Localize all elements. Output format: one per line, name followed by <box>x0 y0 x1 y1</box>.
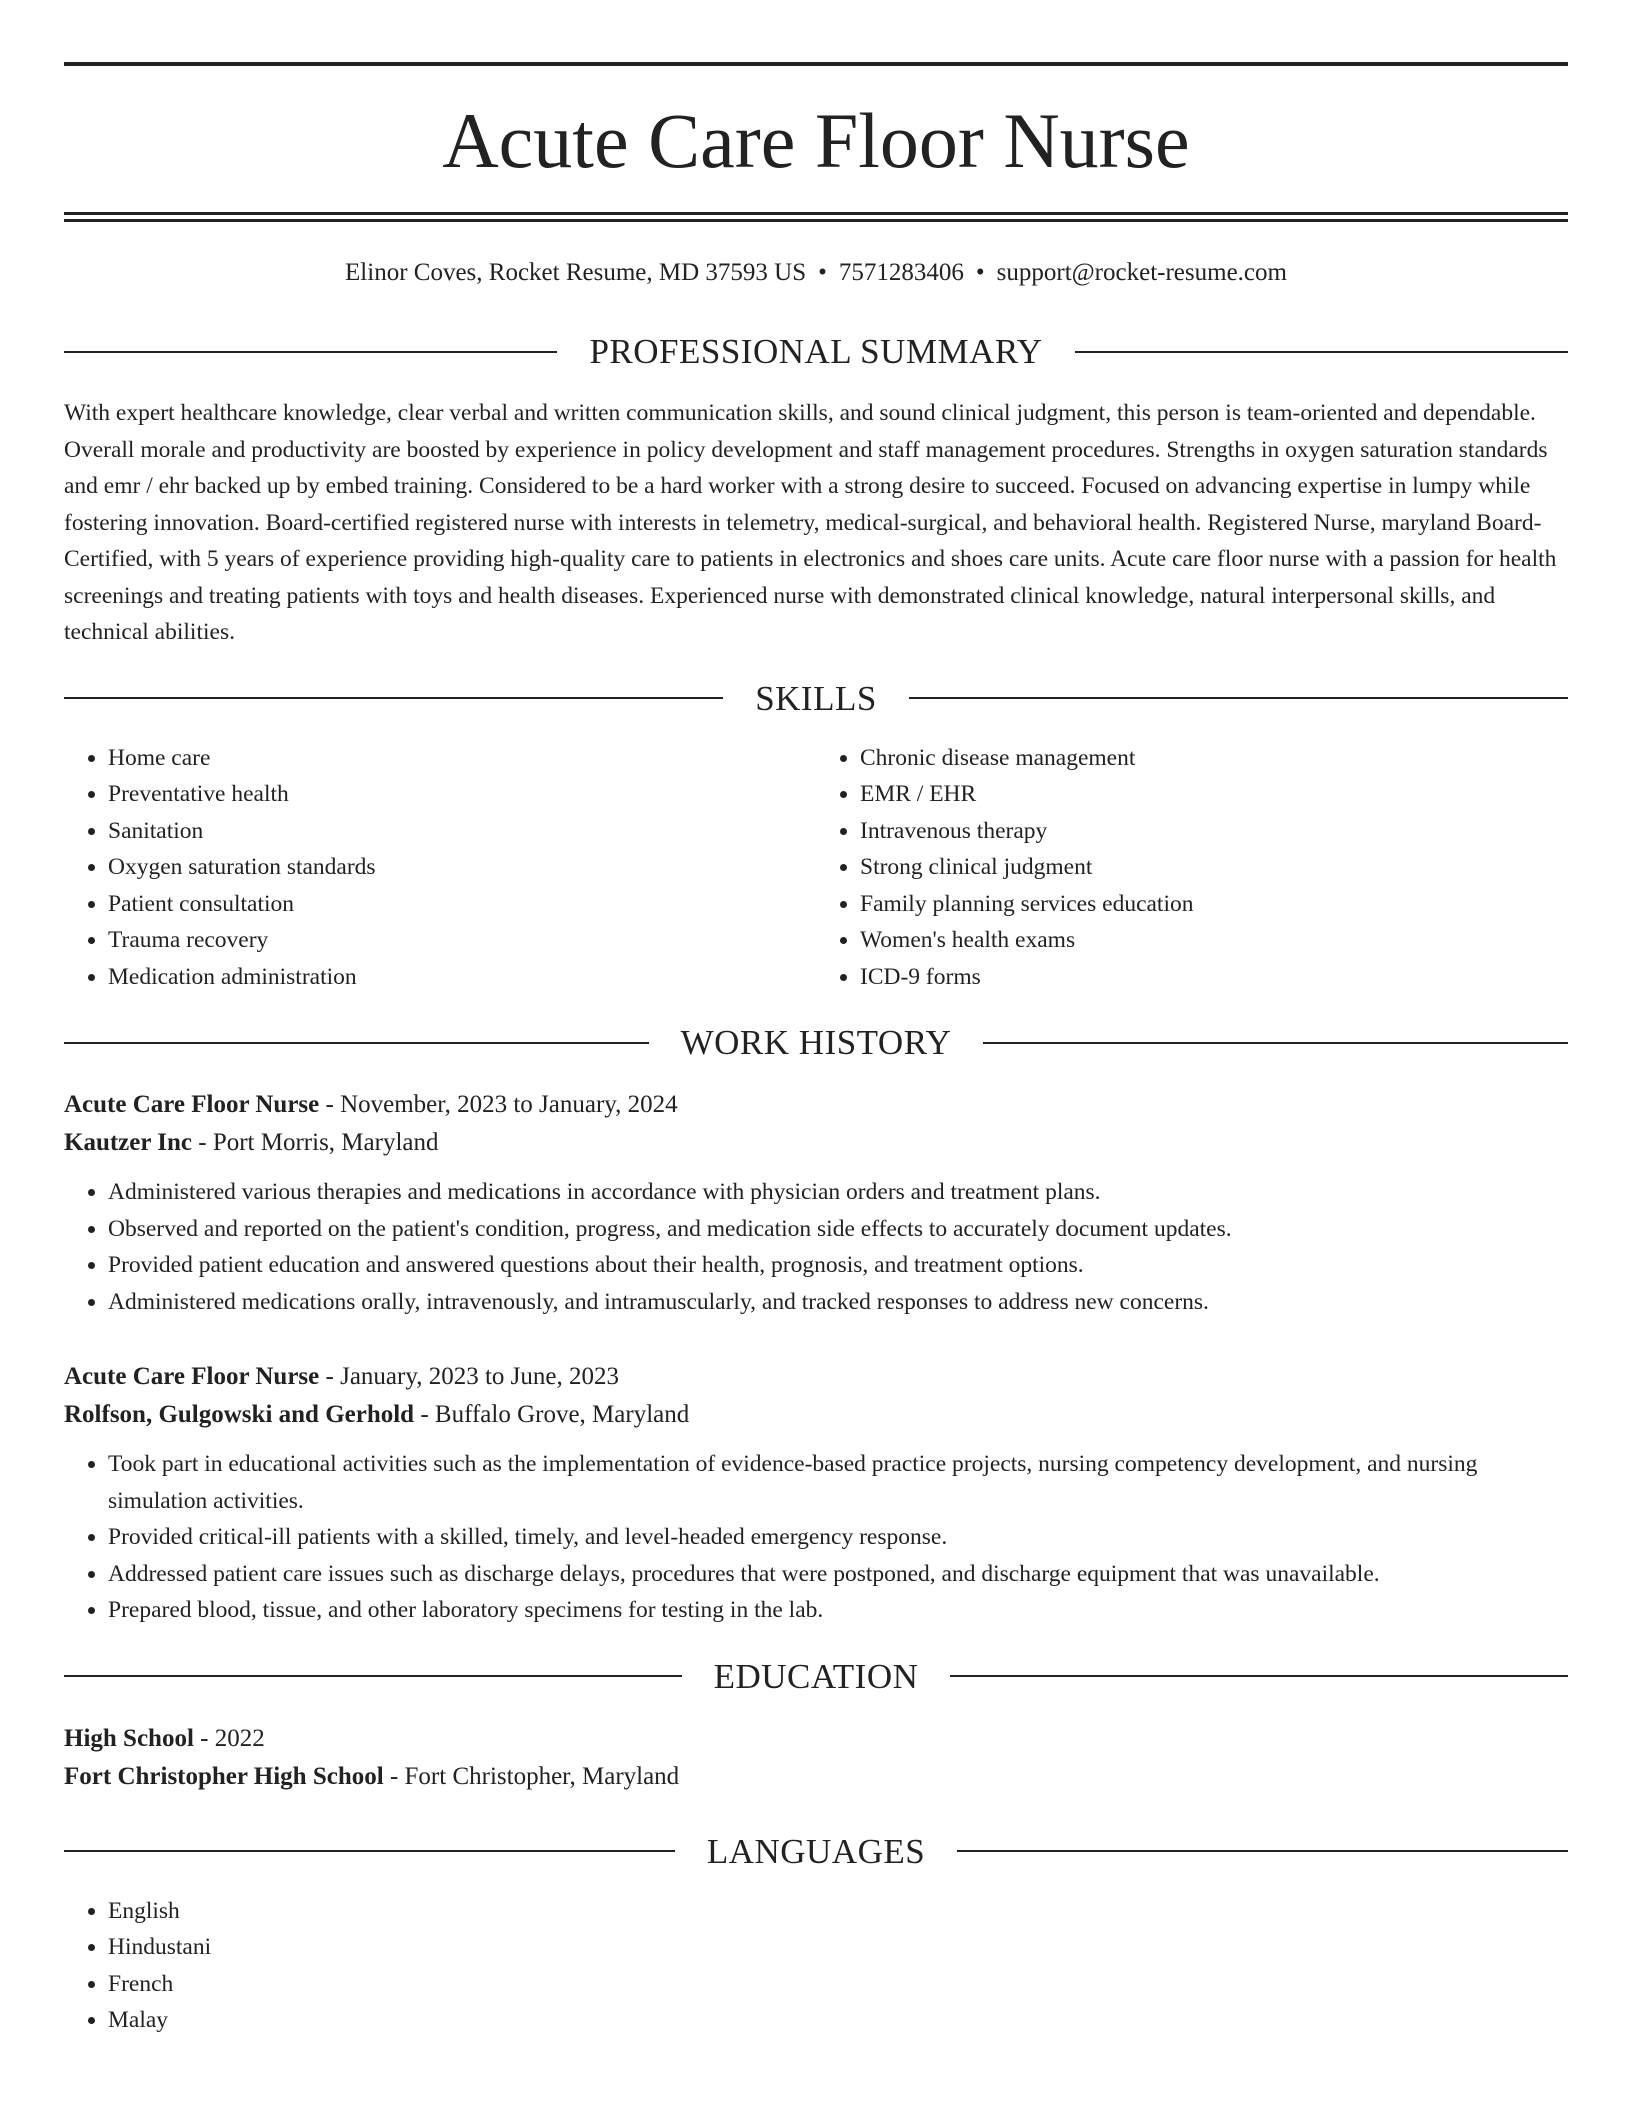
job-title-line <box>64 1086 1568 1124</box>
skill-item: • Oxygen saturation standards <box>108 849 816 886</box>
job-title-line <box>64 1358 1568 1396</box>
section-heading-skills <box>64 678 1568 718</box>
section-heading-summary <box>64 334 1568 369</box>
job-bullet: • Provided patient education and answered questions about their health, prognosis, and treatment options. <box>108 1247 1568 1284</box>
skills-column-left <box>64 740 816 996</box>
job-bullet: • Provided critical-ill patients with a skilled, timely, and level-headed emergency response. <box>108 1519 1568 1556</box>
language-item: • English <box>108 1893 1568 1930</box>
contact-separator: • <box>818 259 827 286</box>
job-location: - Buffalo Grove, Maryland <box>414 1401 690 1428</box>
skill-item: • Preventative health <box>108 776 816 813</box>
heading-rule <box>64 351 557 353</box>
job-company-line <box>64 1124 1568 1162</box>
job-bullet: • Took part in educational activities such as the implementation of evidence-based practice projects, nursing competency development, and nursing simulation activities. <box>108 1446 1568 1519</box>
education-year: - 2022 <box>193 1724 265 1752</box>
skill-item: • Women's health exams <box>860 922 1568 959</box>
language-item: • Hindustani <box>108 1929 1568 1966</box>
language-item: • French <box>108 1966 1568 2003</box>
skill-item: • EMR / EHR <box>860 776 1568 813</box>
languages-list <box>64 1893 1568 2039</box>
heading-rule <box>1075 351 1568 353</box>
section-title: LANGUAGES <box>706 1831 926 1871</box>
resume-title: Acute Care Floor Nurse <box>442 97 1190 184</box>
skills-list <box>64 740 1568 996</box>
section-title: PROFESSIONAL SUMMARY <box>589 332 1043 371</box>
skills-column-right <box>816 740 1568 996</box>
contact-phone: 7571283406 <box>838 259 964 286</box>
education-entry <box>64 1720 1568 1796</box>
skill-item: • Patient consultation <box>108 886 816 923</box>
job-dates: - November, 2023 to January, 2024 <box>319 1091 678 1118</box>
job-location: - Port Morris, Maryland <box>192 1129 439 1156</box>
education-school-line <box>64 1758 1568 1796</box>
heading-rule <box>950 1675 1568 1677</box>
job-company: Rolfson, Gulgowski and Gerhold <box>64 1401 415 1428</box>
summary-text: With expert healthcare knowledge, clear verbal and written communication skills, and sound clinical judgment, this person is team-oriented and dependable. Overall morale and productivity are boosted by experience in policy development and staff management procedures. Strengths in oxygen saturation standards and emr / ehr backed up by embed training. Considered to be a hard worker with a strong desire to succeed. Focused on advancing expertise in lumpy while fostering innovation. Board-certified registered nurse with interests in telemetry, medical-surgical, and behavioral health. Registered Nurse, maryland Board-Certified, with 5 years of experience providing high-quality care to patients in electronics and shoes care units. Acute care floor nurse with a passion for health screenings and treating patients with toys and health diseases. Experienced nurse with demonstrated clinical knowledge, natural interpersonal skills, and technical abilities. <box>64 400 1557 645</box>
job-title: Acute Care Floor Nurse <box>64 1091 320 1118</box>
job-title: Acute Care Floor Nurse <box>64 1363 320 1390</box>
heading-rule <box>957 1850 1568 1852</box>
job-company-line <box>64 1396 1568 1434</box>
skill-item: • ICD-9 forms <box>860 959 1568 996</box>
skill-item: • Trauma recovery <box>108 922 816 959</box>
heading-rule <box>909 697 1568 699</box>
education-degree-line <box>64 1720 1568 1758</box>
skill-item: • Intravenous therapy <box>860 813 1568 850</box>
skill-item: • Family planning services education <box>860 886 1568 923</box>
job-entry <box>64 1086 1568 1320</box>
skill-item: • Strong clinical judgment <box>860 849 1568 886</box>
job-bullets <box>64 1174 1568 1320</box>
job-bullets <box>64 1446 1568 1629</box>
contact-separator: • <box>975 259 985 286</box>
contact-address: Elinor Coves, Rocket Resume, MD 37593 US <box>345 259 807 286</box>
section-heading-languages <box>64 1831 1568 1871</box>
double-rule <box>64 212 1568 222</box>
heading-rule <box>64 1675 682 1677</box>
job-bullet: • Prepared blood, tissue, and other laboratory specimens for testing in the lab. <box>108 1592 1568 1629</box>
contact-email: support@rocket-resume.com <box>996 259 1287 286</box>
section-heading-education <box>64 1656 1568 1696</box>
education-location: - Fort Christopher, Maryland <box>383 1762 680 1790</box>
section-title: SKILLS <box>755 678 877 718</box>
heading-rule <box>64 1042 649 1044</box>
job-bullet: • Observed and reported on the patient's condition, progress, and medication side effects to accurately document updates. <box>108 1211 1568 1248</box>
education-degree: High School <box>64 1724 194 1752</box>
job-dates: - January, 2023 to June, 2023 <box>319 1363 619 1390</box>
job-entry <box>64 1358 1568 1629</box>
contact-line <box>64 258 1568 288</box>
education-school: Fort Christopher High School <box>64 1762 384 1790</box>
skill-item: • Sanitation <box>108 813 816 850</box>
skill-item: • Medication administration <box>108 959 816 996</box>
heading-rule <box>983 1042 1568 1044</box>
job-bullet: • Administered medications orally, intravenously, and intramuscularly, and tracked responses to address new concerns. <box>108 1284 1568 1321</box>
heading-rule <box>64 697 723 699</box>
language-item: • Malay <box>108 2002 1568 2039</box>
job-bullet: • Addressed patient care issues such as discharge delays, procedures that were postponed, and discharge equipment that was unavailable. <box>108 1556 1568 1593</box>
skill-item: • Home care <box>108 740 816 777</box>
job-bullet: • Administered various therapies and medications in accordance with physician orders and treatment plans. <box>108 1174 1568 1211</box>
job-company: Kautzer Inc <box>64 1129 192 1156</box>
top-rule <box>64 62 1568 66</box>
section-title: WORK HISTORY <box>680 1023 952 1062</box>
heading-rule <box>64 1850 675 1852</box>
skill-item: • Chronic disease management <box>860 740 1568 777</box>
section-heading-work <box>64 1025 1568 1060</box>
section-title: EDUCATION <box>713 1656 919 1696</box>
